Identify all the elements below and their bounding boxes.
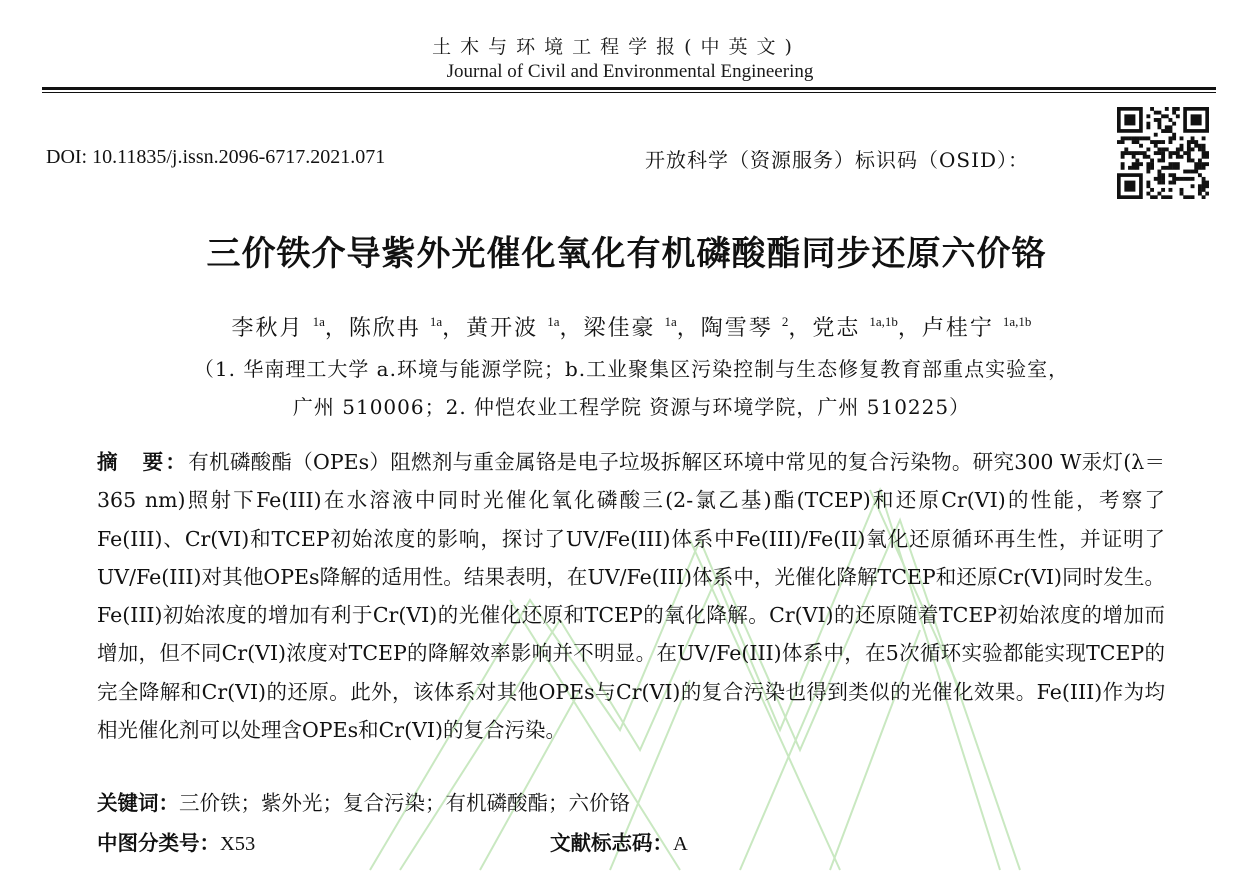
author-separator: ， <box>676 316 701 341</box>
doi-text[interactable]: DOI: 10.11835/j.issn.2096-6717.2021.071 <box>46 146 386 168</box>
author-separator: ， <box>897 316 922 341</box>
keywords-line <box>97 786 630 816</box>
clc-label: 中图分类号： <box>97 831 220 855</box>
document-code-value: A <box>673 833 688 855</box>
osid-label: 开放科学（资源服务）标识码（OSID）： <box>645 148 1030 172</box>
header-rule-thick <box>42 87 1216 90</box>
abstract-text: 有机磷酸酯（OPEs）阻燃剂与重金属铬是电子垃圾拆解区环境中常见的复合污染物。研究300 W汞灯(λ＝365 nm)照射下Fe(III)在水溶液中同时光催化氧化磷酸三(2-氯乙基)酯(TCEP)和还原Cr(VI)的性能，考察了Fe(III)、Cr(VI)和TCEP初始浓度的影响，探讨了UV/Fe(III)体系中Fe(III)/Fe(II)氧化还原循环再生性，并证明了UV/Fe(III)对其他OPEs降解的适用性。结果表明，在UV/Fe(III)体系中，光催化降解TCEP和还原Cr(VI)同时发生。Fe(III)初始浓度的增加有利于Cr(VI)的光催化还原和TCEP的氧化降解。Cr(VI)的还原随着TCEP初始浓度的增加而增加，但不同Cr(VI)浓度对TCEP的降解效率影响并不明显。在UV/Fe(III)体系中，在5次循环实验都能实现TCEP的完全降解和Cr(VI)的还原。此外，该体系对其他OPEs与Cr(VI)的复合污染也得到类似的光催化效果。Fe(III)作为均相光催化剂可以处理含OPEs和Cr(VI)的复合污染。 <box>97 450 1166 743</box>
paper-title: 三价铁介导紫外光催化氧化有机磷酸酯同步还原六价铬 <box>206 234 1047 274</box>
clc-line <box>97 826 255 856</box>
author-affiliation-mark: 1a <box>429 314 443 329</box>
journal-name-cn: 土木与环境工程学报(中英文) <box>432 36 801 58</box>
author-name: 梁佳豪 <box>583 316 656 341</box>
document-code-line <box>550 826 688 856</box>
document-code-label: 文献标志码： <box>550 831 673 855</box>
author-name: 李秋月 <box>231 316 304 341</box>
header-rule-thin <box>42 92 1216 93</box>
keywords-value: 三价铁；紫外光；复合污染；有机磷酸酯；六价铬 <box>179 791 630 815</box>
author-name: 陈欣冉 <box>348 316 421 341</box>
author-name: 卢桂宁 <box>921 316 994 341</box>
author-affiliation-mark: 1a <box>547 314 560 329</box>
affiliation-line-1: （1. 华南理工大学 a.环境与能源学院；b.工业聚集区污染控制与生态修复教育部重点实验室， <box>193 357 1070 381</box>
clc-value: X53 <box>220 833 256 855</box>
abstract-block <box>97 443 1165 749</box>
author-separator: ， <box>559 316 584 341</box>
author-affiliation-mark: 2 <box>781 314 789 329</box>
author-separator: ， <box>442 316 467 341</box>
author-name: 陶雪琴 <box>700 316 773 341</box>
author-affiliation-mark: 1a <box>664 314 677 329</box>
affiliation-line-2: 广州 510006；2. 仲恺农业工程学院 资源与环境学院，广州 510225） <box>292 395 971 419</box>
author-affiliation-mark: 1a <box>312 314 325 329</box>
author-name: 党志 <box>812 316 861 341</box>
journal-name-en: Journal of Civil and Environmental Engineering <box>446 61 814 82</box>
author-list <box>0 311 1233 342</box>
abstract-label: 摘 要： <box>97 450 189 474</box>
author-separator: ， <box>324 316 349 341</box>
author-separator: ， <box>788 316 813 341</box>
author-name: 黄开波 <box>466 316 539 341</box>
author-affiliation-mark: 1a,1b <box>869 314 898 329</box>
author-affiliation-mark: 1a,1b <box>1002 314 1032 329</box>
keywords-label: 关键词： <box>97 791 179 815</box>
qr-code-icon[interactable] <box>1117 107 1209 199</box>
